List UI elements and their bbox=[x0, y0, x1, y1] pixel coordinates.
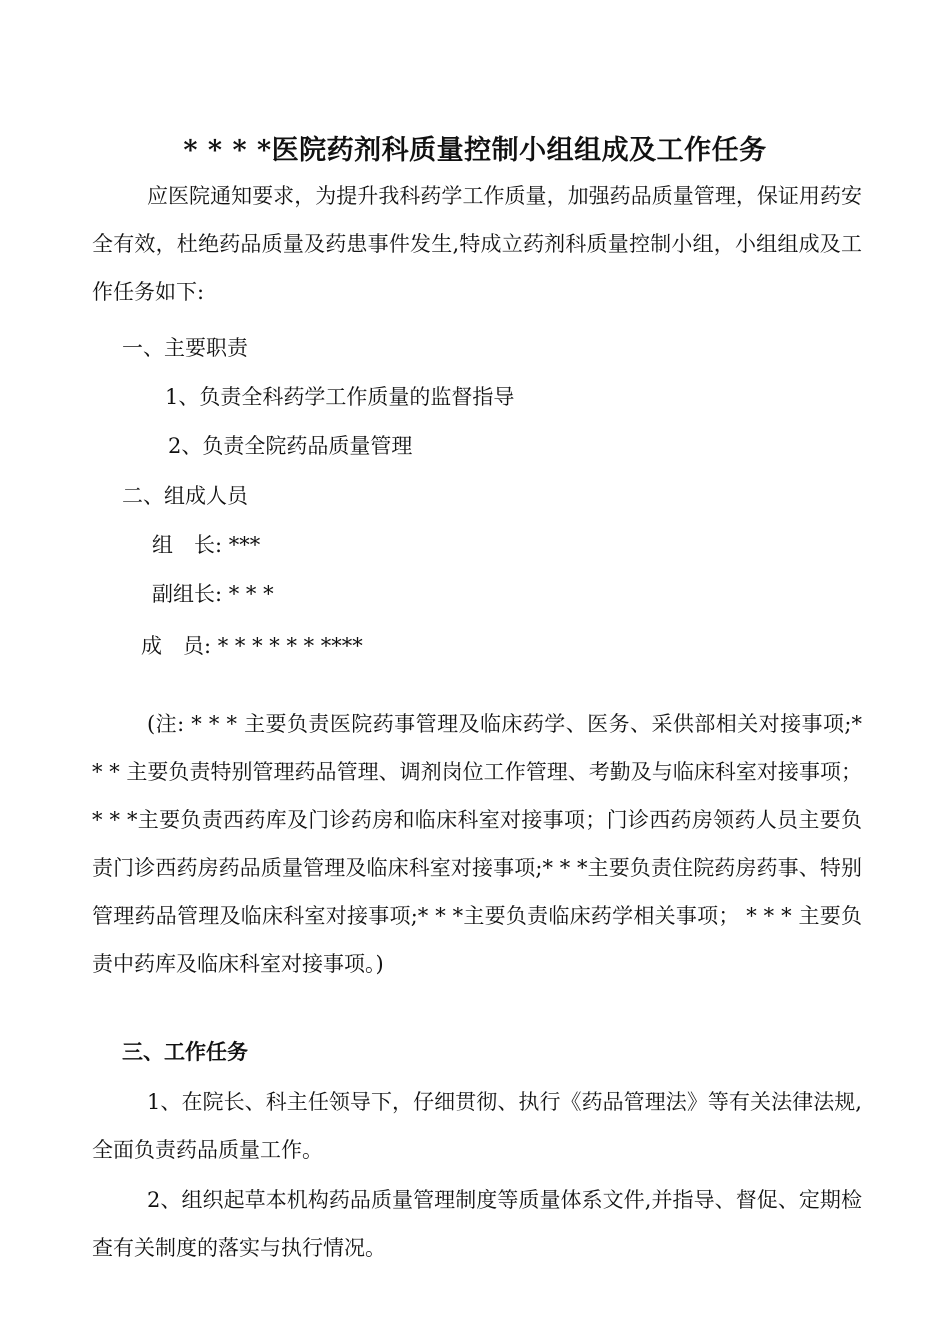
section3-item-1: 1、在院长、科主任领导下，仔细贯彻、执行《药品管理法》等有关法律法规,全面负责药品质量工作。 bbox=[92, 1090, 862, 1162]
section3-heading: 三、工作任务 bbox=[122, 1039, 248, 1064]
section1-item-1: 1、负责全科药学工作质量的监督指导 bbox=[165, 385, 515, 409]
section2-heading: 二、组成人员 bbox=[122, 484, 248, 508]
group-leader-line: 组 长: *** bbox=[152, 533, 261, 557]
section1-heading: 一、主要职责 bbox=[122, 336, 248, 360]
members-line: 成 员: * * * * * * **** bbox=[141, 634, 363, 658]
note-paragraph: (注: * * * 主要负责医院药事管理及临床药学、医务、采供部相关对接事项;* * * 主要负责特别管理药品管理、调剂岗位工作管理、考勤及与临床科室对接事项； * * *主要负责西药库及门诊药房和临床科室对接事项；门诊西药房领药人员主要负责门诊西药房药品质量管理及临床科室对接事项;* * *主要负责住院药房药事、特别管理药品管理及临床科室对接事项;* * *主要负责临床药学相关事项； * * * 主要负责中药库及临床科室对接事项。) bbox=[92, 712, 862, 976]
deputy-leader-line: 副组长: * * * bbox=[152, 582, 274, 606]
intro-paragraph: 应医院通知要求，为提升我科药学工作质量，加强药品质量管理，保证用药安全有效，杜绝药品质量及药患事件发生,特成立药剂科质量控制小组，小组组成及工作任务如下: bbox=[92, 184, 862, 304]
document-title: * * * *医院药剂科质量控制小组组成及工作任务 bbox=[183, 135, 767, 166]
section1-item-2: 2、负责全院药品质量管理 bbox=[168, 434, 413, 458]
section3-item-2: 2、组织起草本机构药品质量管理制度等质量体系文件,并指导、督促、定期检查有关制度的落实与执行情况。 bbox=[92, 1188, 862, 1260]
